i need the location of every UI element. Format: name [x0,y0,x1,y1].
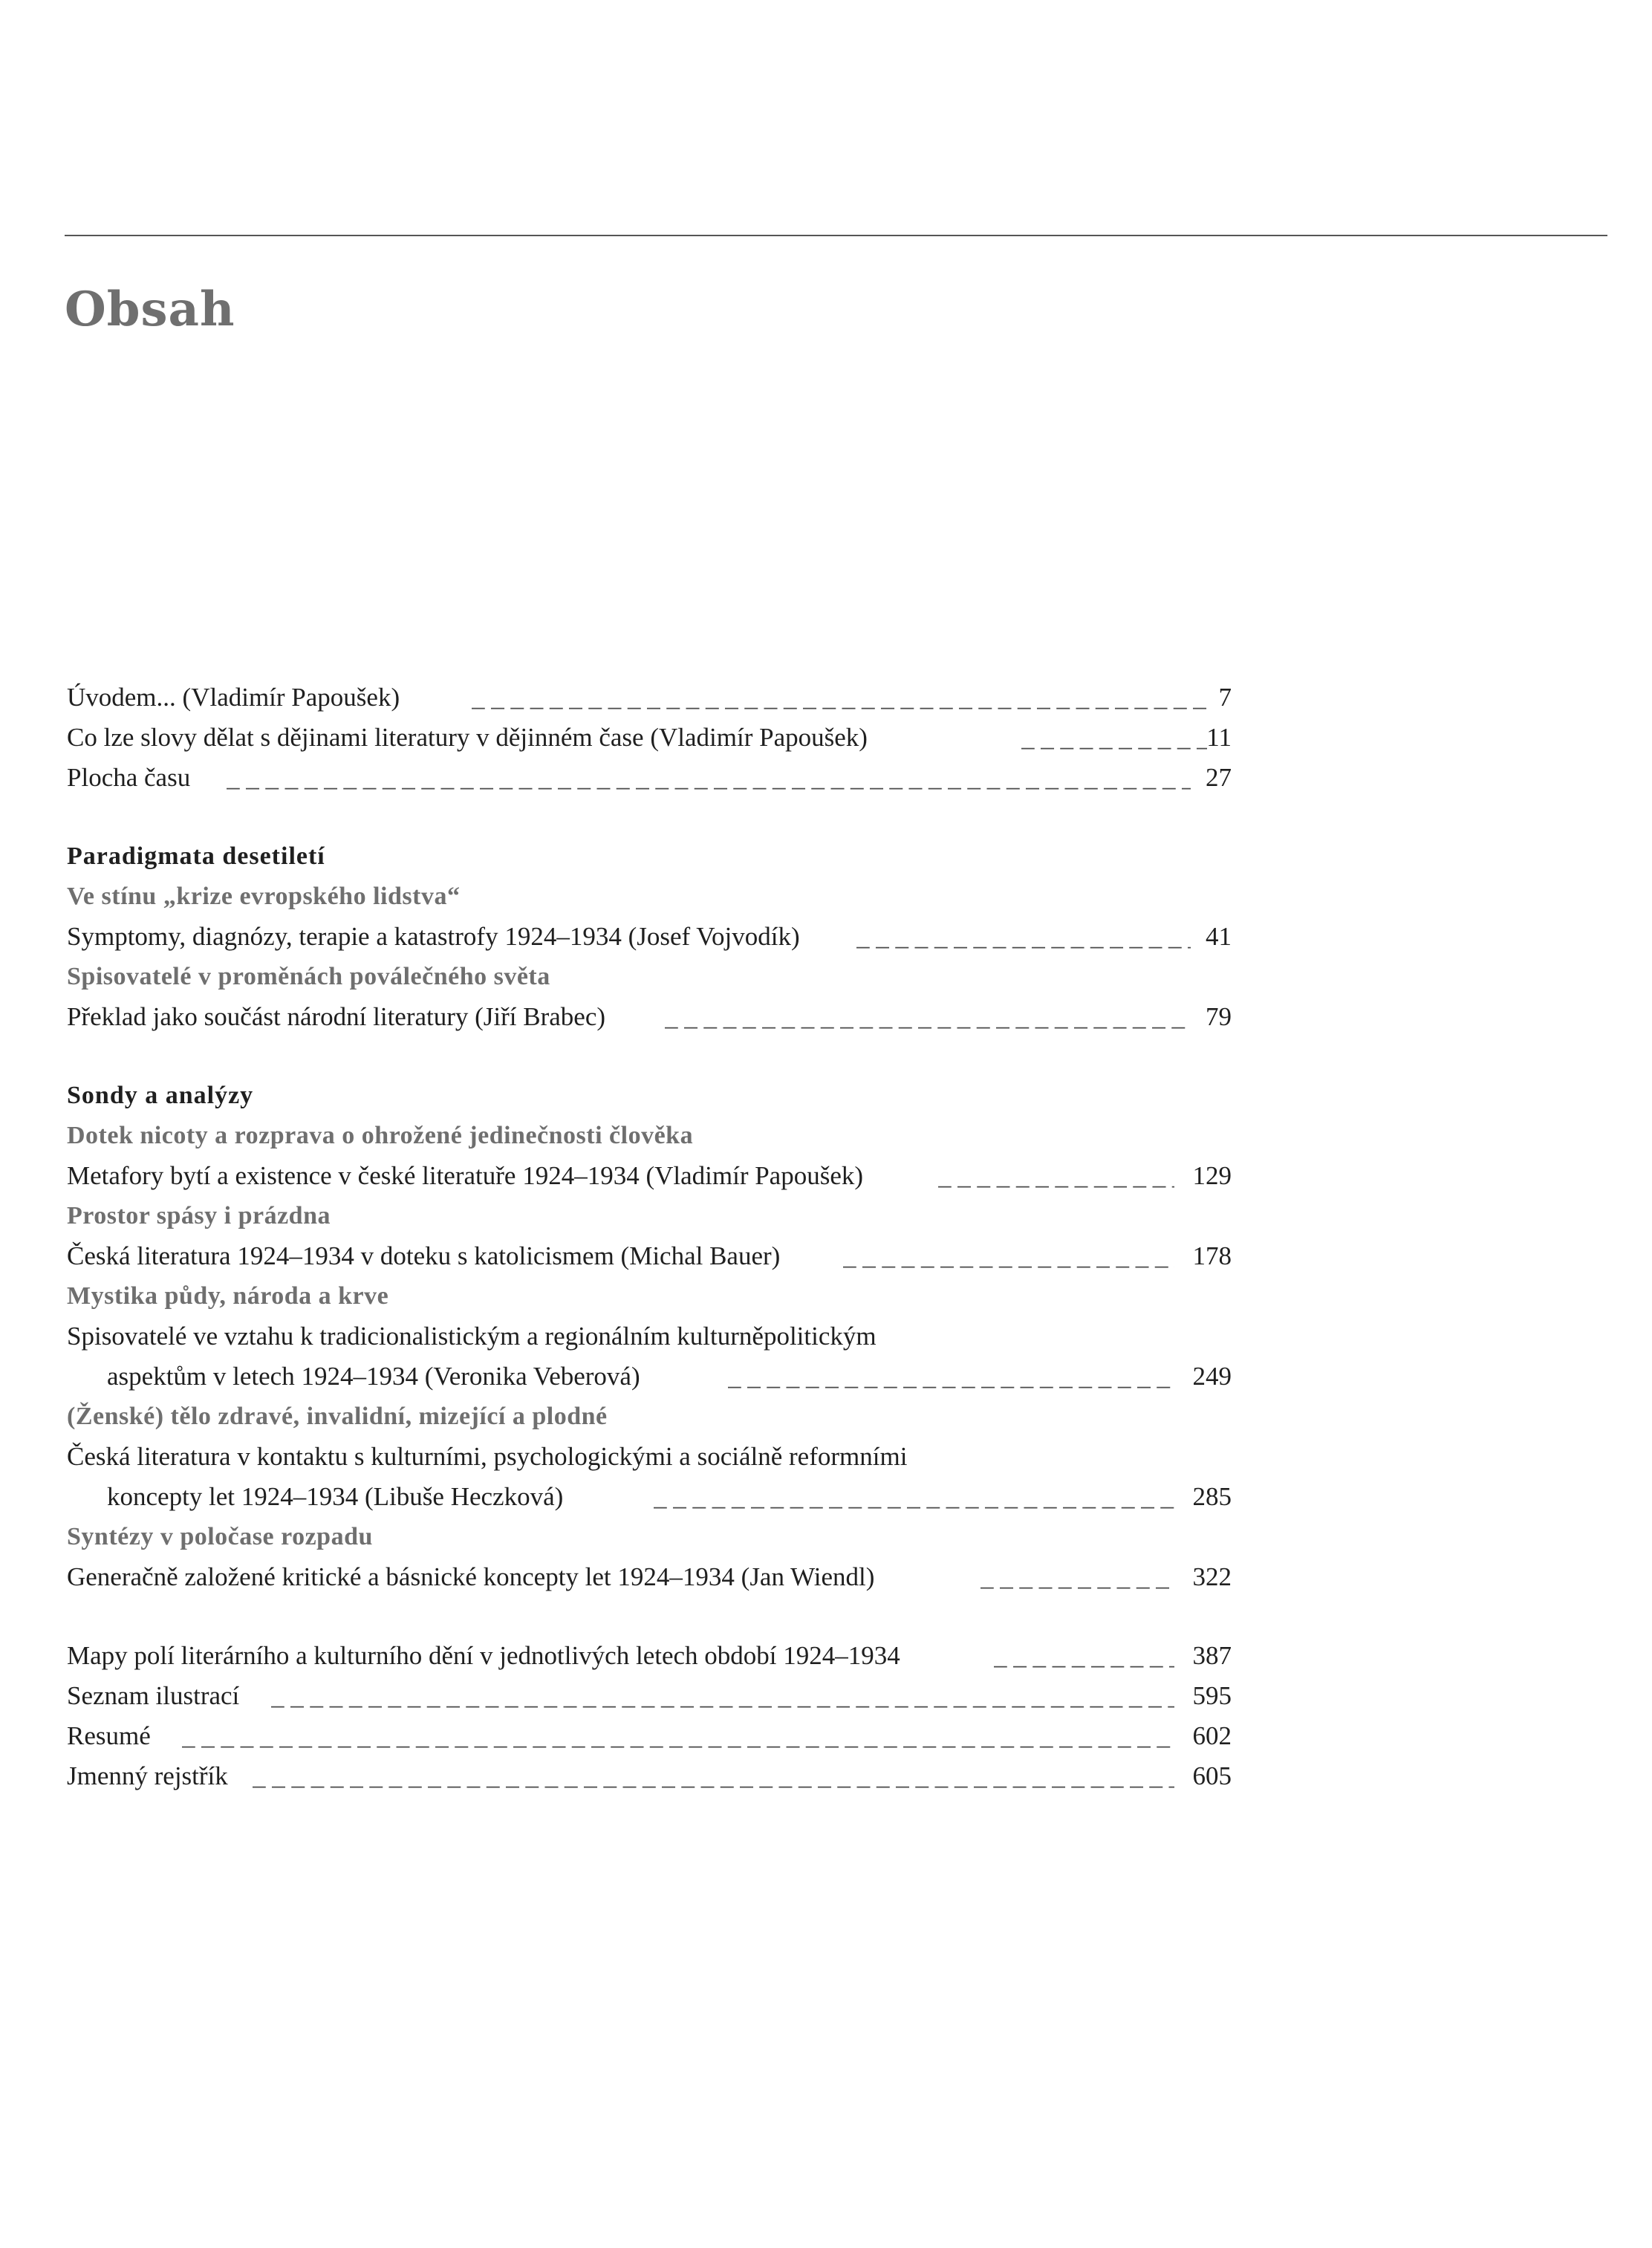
toc-entry-text: Spisovatelé ve vztahu k tradicionalistickým a regionálním kulturněpolitickým [67,1322,877,1351]
toc-entry-spisovatele-tradicionalisticke[interactable] [67,1316,1181,1357]
toc-entry-text: Překlad jako součást národní literatury (Jiří Brabec) [67,1002,606,1031]
page-number: 129 [1192,1161,1232,1190]
toc-entry-text: Jmenný rejstřík [67,1761,228,1790]
page-number: 41 [1206,922,1232,951]
subsection-heading: Mystika půdy, národa a krve [67,1282,389,1310]
toc-entry-metafory[interactable] [67,1156,1232,1196]
dot-leader [938,1156,1174,1196]
dot-leader [654,1477,1174,1517]
subsection-heading: Prostor spásy i prázdna [67,1202,331,1229]
page-number: 387 [1192,1641,1232,1670]
toc-entry-seznam-ilustraci[interactable] [67,1676,1232,1716]
toc-entry-text: Česká literatura 1924–1934 v doteku s katolicismem (Michal Bauer) [67,1241,781,1270]
toc-entry-spisovatele-tradicionalisticke-cont[interactable] [67,1357,1232,1397]
section-heading-paradigmata: Paradigmata desetiletí [67,842,325,870]
dot-leader [472,678,1207,718]
toc-entry-symptomy[interactable] [67,917,1232,957]
page-number: 79 [1206,1002,1232,1031]
toc-entry-text-continued: aspektům v letech 1924–1934 (Veronika Veberová) [107,1362,640,1391]
toc-entry-text: Česká literatura v kontaktu s kulturními, psychologickými a sociálně reformními [67,1442,908,1471]
toc-entry-preklad[interactable] [67,997,1232,1037]
page-title: Obsah [65,282,235,337]
page-number: 11 [1206,723,1232,752]
page-number: 602 [1192,1721,1232,1750]
dot-leader [182,1716,1174,1756]
toc-entry-mapy[interactable] [67,1636,1232,1676]
toc-entry-ceska-kontakt[interactable] [67,1437,1181,1477]
subsection-heading: Ve stínu „krize evropského lidstva“ [67,883,461,910]
toc-entry-text: Plocha času [67,763,191,792]
page-number: 605 [1192,1761,1232,1790]
toc-entry-text: Seznam ilustrací [67,1681,240,1710]
dot-leader [665,997,1191,1037]
subsection-heading: Syntézy v poločase rozpadu [67,1523,373,1550]
page-number: 7 [1218,683,1232,712]
toc-entry-jmenny-rejstrik[interactable] [67,1756,1232,1796]
toc-entry-text: Metafory bytí a existence v české literatuře 1924–1934 (Vladimír Papoušek) [67,1161,864,1190]
page-number: 595 [1192,1681,1232,1710]
dot-leader [994,1636,1174,1676]
dot-leader [271,1676,1174,1716]
section-heading-sondy: Sondy a analýzy [67,1082,254,1109]
toc-entry-text: Generačně založené kritické a básnické koncepty let 1924–1934 (Jan Wiendl) [67,1562,875,1591]
dot-leader [856,917,1191,957]
table-of-contents [67,678,1232,1796]
toc-entry-text: Symptomy, diagnózy, terapie a katastrofy 1924–1934 (Josef Vojvodík) [67,922,800,951]
toc-entry-text: Resumé [67,1721,151,1750]
top-rule [65,235,1607,236]
toc-entry-plocha-casu[interactable] [67,758,1232,798]
dot-leader [227,758,1191,798]
toc-entry-text: Co lze slovy dělat s dějinami literatury v dějinném čase (Vladimír Papoušek) [67,723,868,752]
subsection-heading: Dotek nicoty a rozprava o ohrožené jedinečnosti člověka [67,1122,694,1149]
toc-entry-text: Úvodem... (Vladimír Papoušek) [67,683,400,712]
page-number: 322 [1192,1562,1232,1591]
toc-entry-text: Mapy polí literárního a kulturního dění v jednotlivých letech období 1924–1934 [67,1641,900,1670]
subsection-heading: Spisovatelé v proměnách poválečného světa [67,963,550,990]
toc-entry-text-continued: koncepty let 1924–1934 (Libuše Heczková) [107,1482,564,1511]
page-number: 178 [1192,1241,1232,1270]
toc-entry-generacne[interactable] [67,1557,1232,1597]
toc-entry-co-lze-slovy[interactable] [67,718,1232,758]
toc-entry-ceska-kontakt-cont[interactable] [67,1477,1232,1517]
page-number: 285 [1192,1482,1232,1511]
toc-entry-uvodem[interactable] [67,678,1232,718]
dot-leader [728,1357,1174,1397]
toc-entry-ceska-katolicismus[interactable] [67,1236,1232,1276]
subsection-heading: (Ženské) tělo zdravé, invalidní, mizející a plodné [67,1403,608,1430]
dot-leader [253,1756,1174,1796]
toc-entry-resume[interactable] [67,1716,1232,1756]
page-number: 27 [1206,763,1232,792]
page-number: 249 [1192,1362,1232,1391]
dot-leader [981,1557,1174,1597]
dot-leader [843,1236,1174,1276]
